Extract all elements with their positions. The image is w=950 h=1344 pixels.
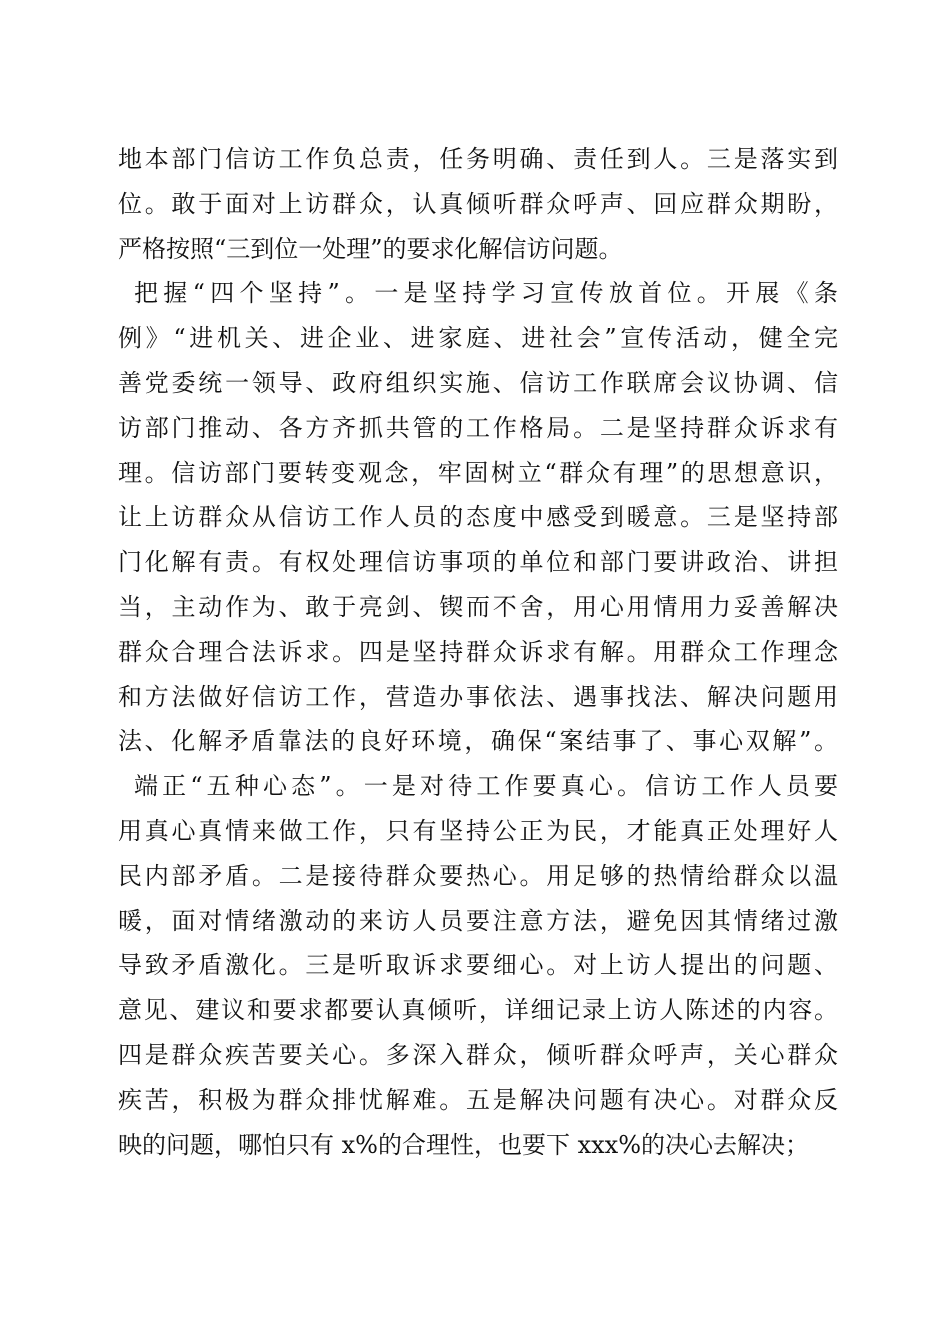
text-line: 疾苦，积极为群众排忧解难。五是解决问题有决心。对群众反 bbox=[118, 1085, 838, 1114]
text-line: 和方法做好信访工作，营造办事依法、遇事找法、解决问题用 bbox=[118, 682, 838, 711]
text-line: 让上访群众从信访工作人员的态度中感受到暖意。三是坚持部 bbox=[118, 503, 838, 532]
text-line: 暖，面对情绪激动的来访人员要注意方法，避免因其情绪过激 bbox=[118, 906, 838, 935]
text-line: 当，主动作为、敢于亮剑、锲而不舍，用心用情用力妥善解决 bbox=[118, 592, 838, 621]
text-line: 群众合理合法诉求。四是坚持群众诉求有解。用群众工作理念 bbox=[118, 637, 838, 666]
text-line: 善党委统一领导、政府组织实施、信访工作联席会议协调、信 bbox=[118, 368, 838, 397]
text-line: 四是群众疾苦要关心。多深入群众，倾听群众呼声，关心群众 bbox=[118, 1040, 838, 1069]
text-line: 意见、建议和要求都要认真倾听，详细记录上访人陈述的内容。 bbox=[118, 996, 838, 1025]
text-line: 民内部矛盾。二是接待群众要热心。用足够的热情给群众以温 bbox=[118, 861, 838, 890]
text-line: 理。信访部门要转变观念，牢固树立“群众有理”的思想意识， bbox=[118, 458, 838, 487]
paragraph-heading-line: 端正“五种心态”。一是对待工作要真心。信访工作人员要 bbox=[134, 772, 838, 801]
text-line: 地本部门信访工作负总责，任务明确、责任到人。三是落实到 bbox=[118, 145, 838, 173]
text-line: 位。敢于面对上访群众，认真倾听群众呼声、回应群众期盼， bbox=[118, 189, 838, 218]
text-line: 例》“进机关、进企业、进家庭、进社会”宣传活动，健全完 bbox=[118, 324, 838, 353]
text-line: 导致矛盾激化。三是听取诉求要细心。对上访人提出的问题、 bbox=[118, 951, 838, 980]
text-line: 门化解有责。有权处理信访事项的单位和部门要讲政治、讲担 bbox=[118, 548, 838, 577]
text-line: 访部门推动、各方齐抓共管的工作格局。二是坚持群众诉求有 bbox=[118, 413, 838, 442]
body-text bbox=[118, 137, 838, 1167]
text-line: 严格按照“三到位一处理”的要求化解信访问题。 bbox=[118, 234, 623, 263]
text-line: 法、化解矛盾靠法的良好环境，确保“案结事了、事心双解”。 bbox=[118, 727, 838, 756]
text-line: 映的问题，哪怕只有 x%的合理性，也要下 xxx%的决心去解决； bbox=[118, 1130, 810, 1159]
text-line: 用真心真情来做工作，只有坚持公正为民，才能真正处理好人 bbox=[118, 816, 838, 845]
paragraph-heading-line: 把握“四个坚持”。一是坚持学习宣传放首位。开展《条 bbox=[134, 279, 838, 308]
